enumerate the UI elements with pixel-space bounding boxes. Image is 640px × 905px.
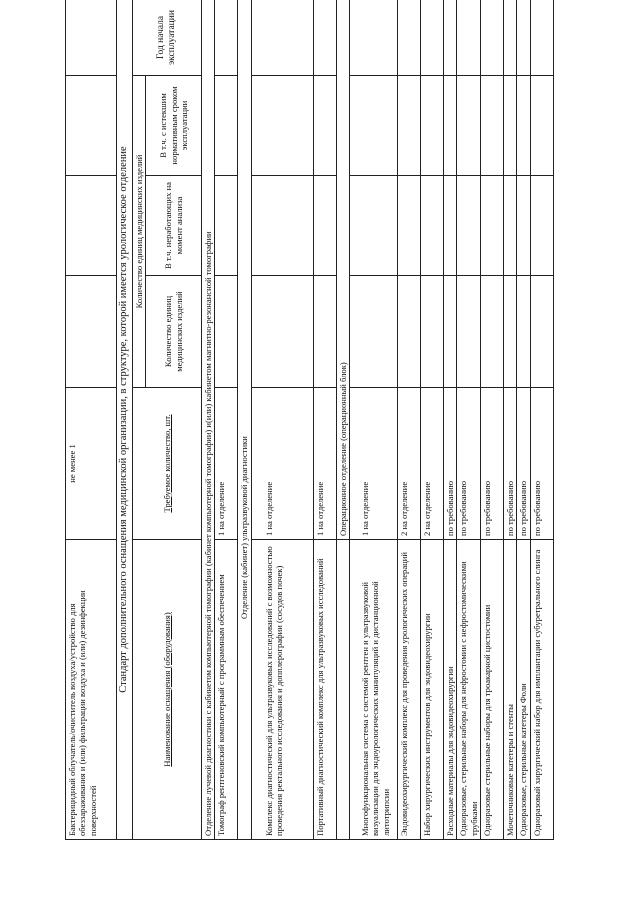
required-qty: по требованию: [530, 388, 553, 540]
header-quantity: Количество единиц медицинских изделий: [146, 276, 202, 388]
item-name: Одноразовые, стерильные наборы для нефростомии с нефростомическими трубками: [457, 540, 481, 840]
table-row: [530, 0, 553, 840]
section-row: [238, 0, 251, 840]
header-start-year: Год начала эксплуатации: [133, 0, 202, 76]
item-name: Многофункциональная система с системой рентген и ультразвуковой визуализации для эндоурологических манипуляций и дистанционной литотрипсии: [349, 540, 397, 840]
equipment-standard-table: [65, 0, 554, 840]
table-title: Стандарт дополнительного оснащения медицинской организации, в структуре, которой имеется урологическое отделение: [117, 0, 133, 840]
required-qty: по требованию: [517, 388, 530, 540]
table-row: [397, 0, 420, 840]
table-row: [420, 0, 443, 840]
required-qty: 2 на отделение: [397, 388, 420, 540]
item-name: Мочеточниковые катетеры и стенты: [503, 540, 516, 840]
table-row: [517, 0, 530, 840]
item-name: Одноразовые стерильные наборы для троакарной цистостомии: [480, 540, 503, 840]
section-row: [336, 0, 349, 840]
item-name: Одноразовый хирургический набор для имплантации субуретрального слинга: [530, 540, 553, 840]
required-qty: не менее 1: [66, 388, 117, 540]
item-name: Эндовидеохирургический комплекс для проведения урологических операций: [397, 540, 420, 840]
required-qty: по требованию: [503, 388, 516, 540]
table-row: [349, 0, 397, 840]
table-title-row: [117, 0, 133, 840]
item-name: Набор хирургических инструментов для эндовидеохирургии: [420, 540, 443, 840]
table-row: [503, 0, 516, 840]
item-name: Томограф рентгеновский компьютерный с программным обеспечением: [215, 540, 238, 840]
table-row: [251, 0, 313, 840]
section-title-ultrasound: Отделение (кабинет) ультразвуковой диагностики: [238, 0, 251, 840]
table-row: [215, 0, 238, 840]
table-row: [480, 0, 503, 840]
table-row: [66, 0, 117, 840]
header-name: Наименование оснащения (оборудования): [133, 540, 202, 840]
item-name: Комплекс диагностический для ультразвуковых исследований с возможностью проведения ректального исследования и допплерографии (сосудов почек): [251, 540, 313, 840]
required-qty: по требованию: [480, 388, 503, 540]
section-title-ct: Отделение лучевой диагностики с кабинетом компьютерной томографии (кабинет компьютерной томографии) и(или) кабинетом магнитно-резонансной томографии: [202, 0, 215, 840]
required-qty: 1 на отделение: [251, 388, 313, 540]
header-row: [133, 0, 146, 840]
required-qty: 2 на отделение: [420, 388, 443, 540]
required-qty: 1 на отделение: [215, 388, 238, 540]
item-name: Портативный диагностический комплекс для ультразвуковых исследований: [313, 540, 336, 840]
header-expired: В т.ч. с истекшим нормативным сроком эксплуатации: [146, 76, 202, 176]
required-qty: по требованию: [457, 388, 481, 540]
required-qty: по требованию: [443, 388, 456, 540]
required-qty: 1 на отделение: [313, 388, 336, 540]
section-row: [202, 0, 215, 840]
table-row: [457, 0, 481, 840]
header-required: Требуемое количество, шт.: [133, 388, 202, 540]
item-name: Одноразовые, стерильные катетеры Фоли: [517, 540, 530, 840]
section-title-operating: Операционное отделение (операционный блок): [336, 0, 349, 540]
required-qty: 1 на отделение: [349, 388, 397, 540]
table-row: [313, 0, 336, 840]
table-row: [443, 0, 456, 840]
item-name: Расходные материалы для эндовидеохирургии: [443, 540, 456, 840]
item-name: Бактерицидный облучатель/очиститель воздуха/устройство для обеззараживания и (или) фильтрации воздуха и (или) дезинфекции поверхностей: [66, 540, 117, 840]
header-non-working: В т.ч. неработающих на момент анализа: [146, 176, 202, 276]
header-quantity-group: Количество единиц медицинских изделий: [133, 76, 146, 388]
rotated-document-page: [65, 0, 635, 840]
